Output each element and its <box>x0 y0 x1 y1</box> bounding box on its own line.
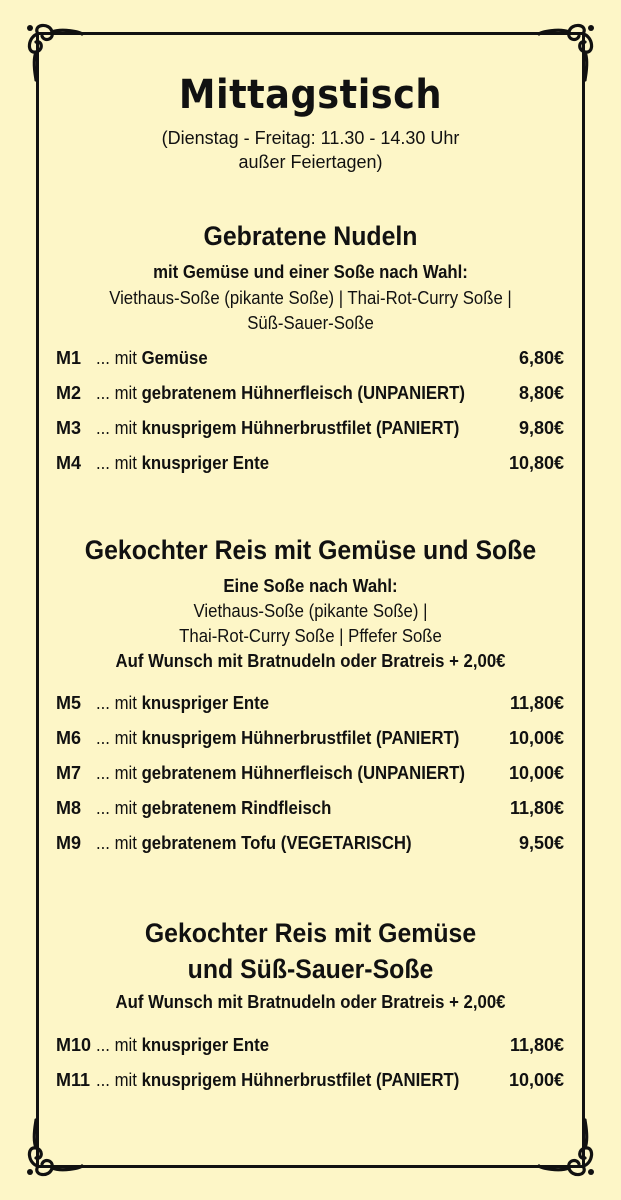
menu-item-row <box>56 795 564 821</box>
item-code: M11 <box>56 1070 91 1090</box>
section-heading-reis-suess-sauer-line2: und Süß-Sauer-Soße <box>187 954 434 984</box>
item-code: M9 <box>56 833 82 853</box>
section-note-bold: mit Gemüse und einer Soße nach Wahl: <box>153 262 468 282</box>
section-note-line: Thai-Rot-Curry Soße | Pffefer Soße <box>179 626 442 646</box>
section-note-line: Süß-Sauer-Soße <box>247 313 374 333</box>
menu-item-row <box>56 725 564 751</box>
item-price: 6,80€ <box>518 348 564 368</box>
menu-item-row <box>56 1067 564 1093</box>
item-code: M7 <box>56 763 82 783</box>
item-prefix: ... mit <box>96 1035 142 1055</box>
item-prefix: ... mit <box>96 453 142 473</box>
item-code: M6 <box>56 728 82 748</box>
item-name: knuspriger Ente <box>141 693 270 713</box>
section-heading-reis-sosse: Gekochter Reis mit Gemüse und Soße <box>84 535 537 565</box>
section-heading-nudeln: Gebratene Nudeln <box>203 221 418 251</box>
item-name: gebratenem Hühnerfleisch (UNPANIERT) <box>141 763 465 783</box>
section-heading-reis-suess-sauer: Gekochter Reis mit Gemüse <box>144 918 477 948</box>
item-price: 11,80€ <box>509 1035 564 1055</box>
item-name: gebratenem Hühnerfleisch (UNPANIERT) <box>141 383 465 403</box>
holiday-note: außer Feiertagen) <box>238 152 383 172</box>
item-price: 10,00€ <box>508 763 564 783</box>
page-title: Mittagstisch <box>178 72 443 118</box>
section-note-bold: Auf Wunsch mit Bratnudeln oder Bratreis + 2,00€ <box>115 651 506 671</box>
item-code: M1 <box>56 348 82 368</box>
item-code: M3 <box>56 418 82 438</box>
item-prefix: ... mit <box>96 693 142 713</box>
menu-item-row <box>56 415 564 441</box>
section-note-line: Viethaus-Soße (pikante Soße) | <box>193 601 428 621</box>
item-prefix: ... mit <box>96 1070 142 1090</box>
menu-item-row <box>56 345 564 371</box>
item-price: 10,00€ <box>508 1070 564 1090</box>
item-price: 11,80€ <box>509 693 564 713</box>
item-code: M2 <box>56 383 82 403</box>
menu-item-row <box>56 1032 564 1058</box>
item-price: 8,80€ <box>518 383 564 403</box>
opening-hours: (Dienstag - Freitag: 11.30 - 14.30 Uhr <box>161 128 460 148</box>
item-code: M10 <box>56 1035 92 1055</box>
item-code: M4 <box>56 453 82 473</box>
item-price: 10,80€ <box>508 453 564 473</box>
corner-ornament-icon <box>529 1110 599 1180</box>
item-code: M8 <box>56 798 82 818</box>
item-name: knuspriger Ente <box>141 1035 270 1055</box>
menu-item-row <box>56 450 564 476</box>
item-name: gebratenem Rindfleisch <box>141 798 332 818</box>
menu-item-row <box>56 830 564 856</box>
menu-item-row <box>56 690 564 716</box>
section-note-bold: Auf Wunsch mit Bratnudeln oder Bratreis + 2,00€ <box>115 992 506 1012</box>
item-name: knuspriger Ente <box>141 453 270 473</box>
section-note-bold: Eine Soße nach Wahl: <box>223 576 398 596</box>
item-prefix: ... mit <box>96 798 142 818</box>
menu-item-row <box>56 760 564 786</box>
item-name: knusprigem Hühnerbrustfilet (PANIERT) <box>141 1070 460 1090</box>
item-name: knusprigem Hühnerbrustfilet (PANIERT) <box>141 418 460 438</box>
item-price: 9,50€ <box>518 833 564 853</box>
section-note-line: Viethaus-Soße (pikante Soße) | Thai-Rot-Curry Soße | <box>109 288 512 308</box>
menu-item-row <box>56 380 564 406</box>
item-name: knusprigem Hühnerbrustfilet (PANIERT) <box>141 728 460 748</box>
item-code: M5 <box>56 693 82 713</box>
item-prefix: ... mit <box>96 383 142 403</box>
item-price: 9,80€ <box>518 418 564 438</box>
item-prefix: ... mit <box>96 763 142 783</box>
item-name: Gemüse <box>141 348 208 368</box>
item-prefix: ... mit <box>96 418 142 438</box>
item-name: gebratenem Tofu (VEGETARISCH) <box>141 833 412 853</box>
item-prefix: ... mit <box>96 728 142 748</box>
corner-ornament-icon <box>22 1110 92 1180</box>
item-prefix: ... mit <box>96 833 142 853</box>
item-price: 10,00€ <box>508 728 564 748</box>
item-price: 11,80€ <box>509 798 564 818</box>
item-prefix: ... mit <box>96 348 142 368</box>
